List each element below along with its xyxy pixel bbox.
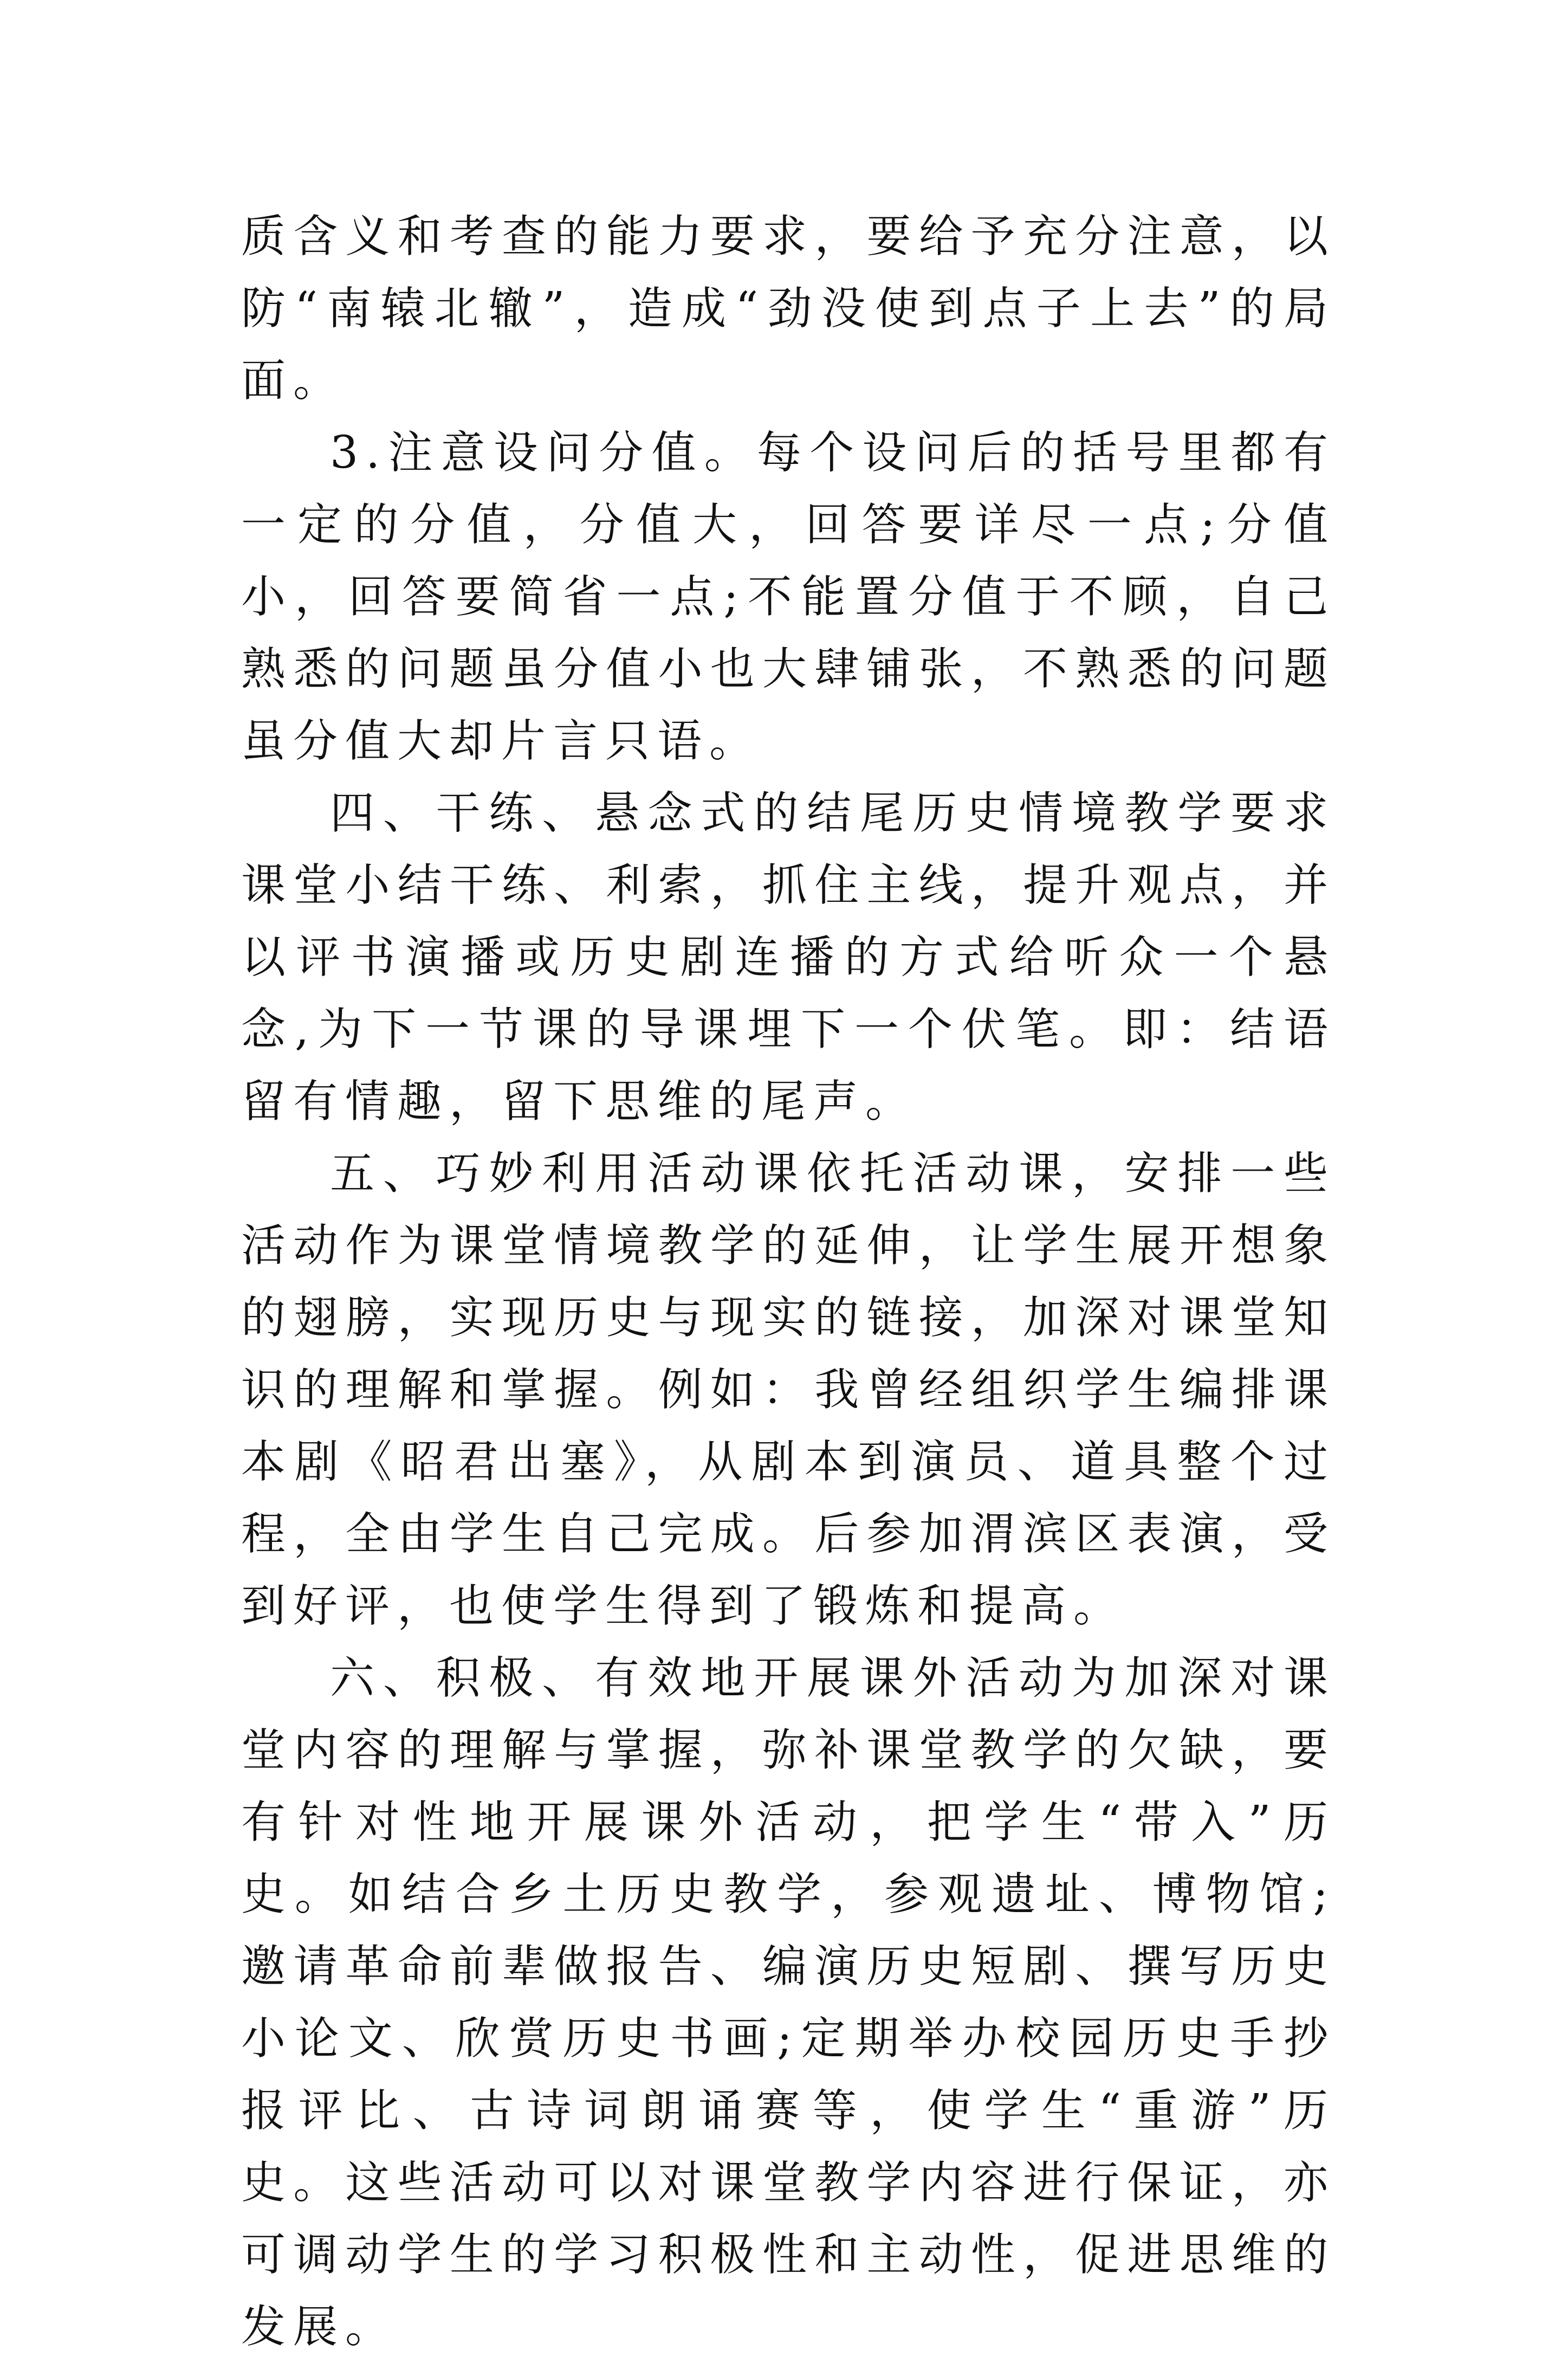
paragraph-continuation: 质含义和考查的能力要求，要给予充分注意，以防“南辕北辙”，造成“劲没使到点子上去”的局面。 — [241, 211, 1336, 406]
document-body — [241, 201, 1336, 2363]
paragraph-question-score: 3.注意设问分值。每个设问后的括号里都有一定的分值，分值大，回答要详尽一点;分值小，回答要简省一点;不能置分值于不顾，自己熟悉的问题虽分值小也大肆铺张，不熟悉的问题虽分值大却片言只语。 — [241, 427, 1336, 767]
paragraph-section-five: 五、巧妙利用活动课依托活动课，安排一些活动作为课堂情境教学的延伸，让学生展开想象的翅膀，实现历史与现实的链接，加深对课堂知识的理解和掌握。例如：我曾经组织学生编排课本剧《昭君出塞》，从剧本到演员、道具整个过程，全由学生自己完成。后参加渭滨区表演，受到好评，也使学生得到了锻炼和提高。 — [241, 1148, 1336, 1632]
paragraph-section-four: 四、干练、悬念式的结尾历史情境教学要求课堂小结干练、利索，抓住主线，提升观点，并以评书演播或历史剧连播的方式给听众一个悬念,为下一节课的导课埋下一个伏笔。即：结语留有情趣，留下思维的尾声。 — [241, 787, 1336, 1127]
paragraph-section-six: 六、积极、有效地开展课外活动为加深对课堂内容的理解与掌握，弥补课堂教学的欠缺，要有针对性地开展课外活动，把学生“带入”历史。如结合乡土历史教学，参观遗址、博物馆;邀请革命前辈做报告、编演历史短剧、撰写历史小论文、欣赏历史书画;定期举办校园历史手抄报评比、古诗词朗诵赛等，使学生“重游”历史。这些活动可以对课堂教学内容进行保证，亦可调动学生的学习积极性和主动性，促进思维的发展。 — [241, 1652, 1336, 2353]
